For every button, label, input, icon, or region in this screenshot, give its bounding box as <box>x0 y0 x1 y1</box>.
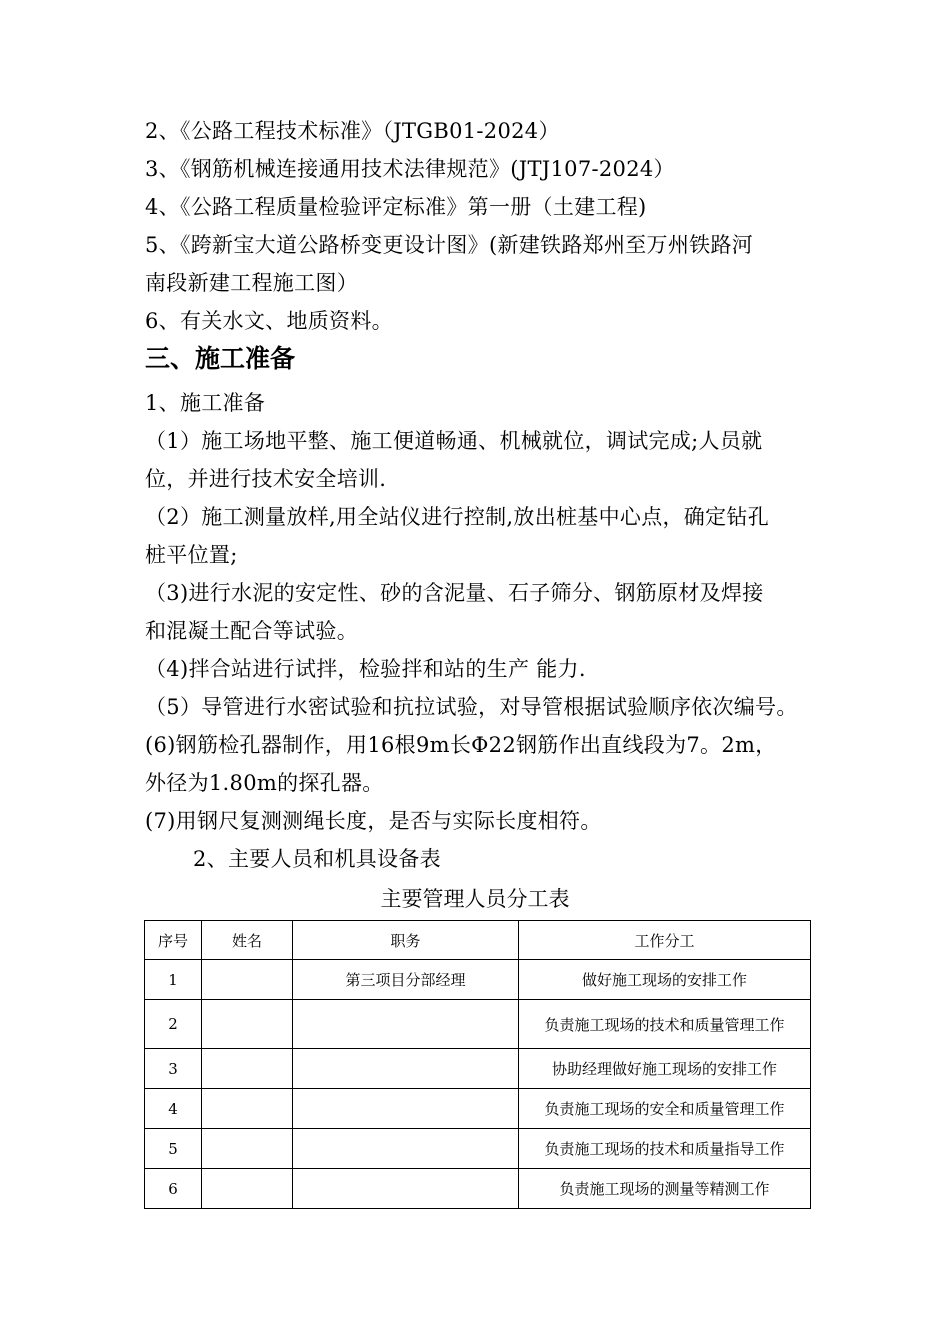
cell-name <box>202 1000 293 1049</box>
cell-position <box>293 1049 519 1089</box>
header-position: 职务 <box>293 921 519 960</box>
prep-item-1: （1）施工场地平整、施工便道畅通、机械就位，调试完成;人员就 <box>145 429 763 453</box>
prep-item-1-continued: 位，并进行技术安全培训. <box>145 467 387 491</box>
cell-index: 4 <box>145 1089 202 1129</box>
prep-item-4: （4)拌合站进行试拌，检验拌和站的生产 能力. <box>145 657 586 681</box>
prep-item-6-continued: 外径为1.80m的探孔器。 <box>145 771 384 795</box>
reference-item-6: 6、有关水文、地质资料。 <box>145 309 393 333</box>
cell-index: 3 <box>145 1049 202 1089</box>
prep-item-7: (7)用钢尺复测测绳长度，是否与实际长度相符。 <box>145 809 602 833</box>
header-duty: 工作分工 <box>519 921 811 960</box>
cell-name <box>202 1089 293 1129</box>
cell-position <box>293 1129 519 1169</box>
cell-duty: 负责施工现场的测量等精测工作 <box>519 1169 811 1209</box>
header-index: 序号 <box>145 921 202 960</box>
table-header-row <box>145 921 811 960</box>
subsection-heading-2: 2、主要人员和机具设备表 <box>193 847 441 871</box>
table-row <box>145 1000 811 1049</box>
reference-item-3: 3、《钢筋机械连接通用技术法律规范》(JTJ107-2024） <box>145 157 675 181</box>
cell-index: 6 <box>145 1169 202 1209</box>
table-row <box>145 1169 811 1209</box>
prep-item-2: （2）施工测量放样,用全站仪进行控制,放出桩基中心点，确定钻孔 <box>145 505 770 529</box>
cell-duty: 负责施工现场的技术和质量管理工作 <box>519 1000 811 1049</box>
cell-duty: 负责施工现场的技术和质量指导工作 <box>519 1129 811 1169</box>
table-row <box>145 1049 811 1089</box>
cell-position <box>293 1169 519 1209</box>
cell-position <box>293 1089 519 1129</box>
cell-name <box>202 1049 293 1089</box>
reference-item-5-continued: 南段新建工程施工图） <box>145 271 358 295</box>
cell-duty: 协助经理做好施工现场的安排工作 <box>519 1049 811 1089</box>
cell-name <box>202 1169 293 1209</box>
reference-item-4: 4、《公路工程质量检验评定标准》第一册（土建工程) <box>145 195 647 219</box>
reference-item-5: 5、《跨新宝大道公路桥变更设计图》(新建铁路郑州至万州铁路河 <box>145 233 754 257</box>
section-heading: 三、施工准备 <box>145 344 296 373</box>
table-row <box>145 1089 811 1129</box>
staff-table <box>144 920 811 1209</box>
cell-duty: 负责施工现场的安全和质量管理工作 <box>519 1089 811 1129</box>
table-title: 主要管理人员分工表 <box>380 887 570 911</box>
cell-name <box>202 960 293 1000</box>
prep-item-6: (6)钢筋检孔器制作，用16根9m长Φ22钢筋作出直线段为7。2m， <box>145 733 777 757</box>
table-row <box>145 960 811 1000</box>
header-name: 姓名 <box>202 921 293 960</box>
prep-item-3-continued: 和混凝土配合等试验。 <box>145 619 358 643</box>
cell-index: 2 <box>145 1000 202 1049</box>
prep-item-3: （3)进行水泥的安定性、砂的含泥量、石子筛分、钢筋原材及焊接 <box>145 581 764 605</box>
cell-position: 第三项目分部经理 <box>293 960 519 1000</box>
subsection-heading-1: 1、施工准备 <box>145 391 266 415</box>
table-row <box>145 1129 811 1169</box>
prep-item-5: （5）导管进行水密试验和抗拉试验，对导管根据试验顺序依次编号。 <box>145 695 798 719</box>
cell-index: 5 <box>145 1129 202 1169</box>
reference-item-2: 2、《公路工程技术标准》（JTGB01-2024） <box>145 119 560 143</box>
prep-item-2-continued: 桩平位置; <box>145 543 238 567</box>
cell-index: 1 <box>145 960 202 1000</box>
cell-name <box>202 1129 293 1169</box>
cell-duty: 做好施工现场的安排工作 <box>519 960 811 1000</box>
cell-position <box>293 1000 519 1049</box>
